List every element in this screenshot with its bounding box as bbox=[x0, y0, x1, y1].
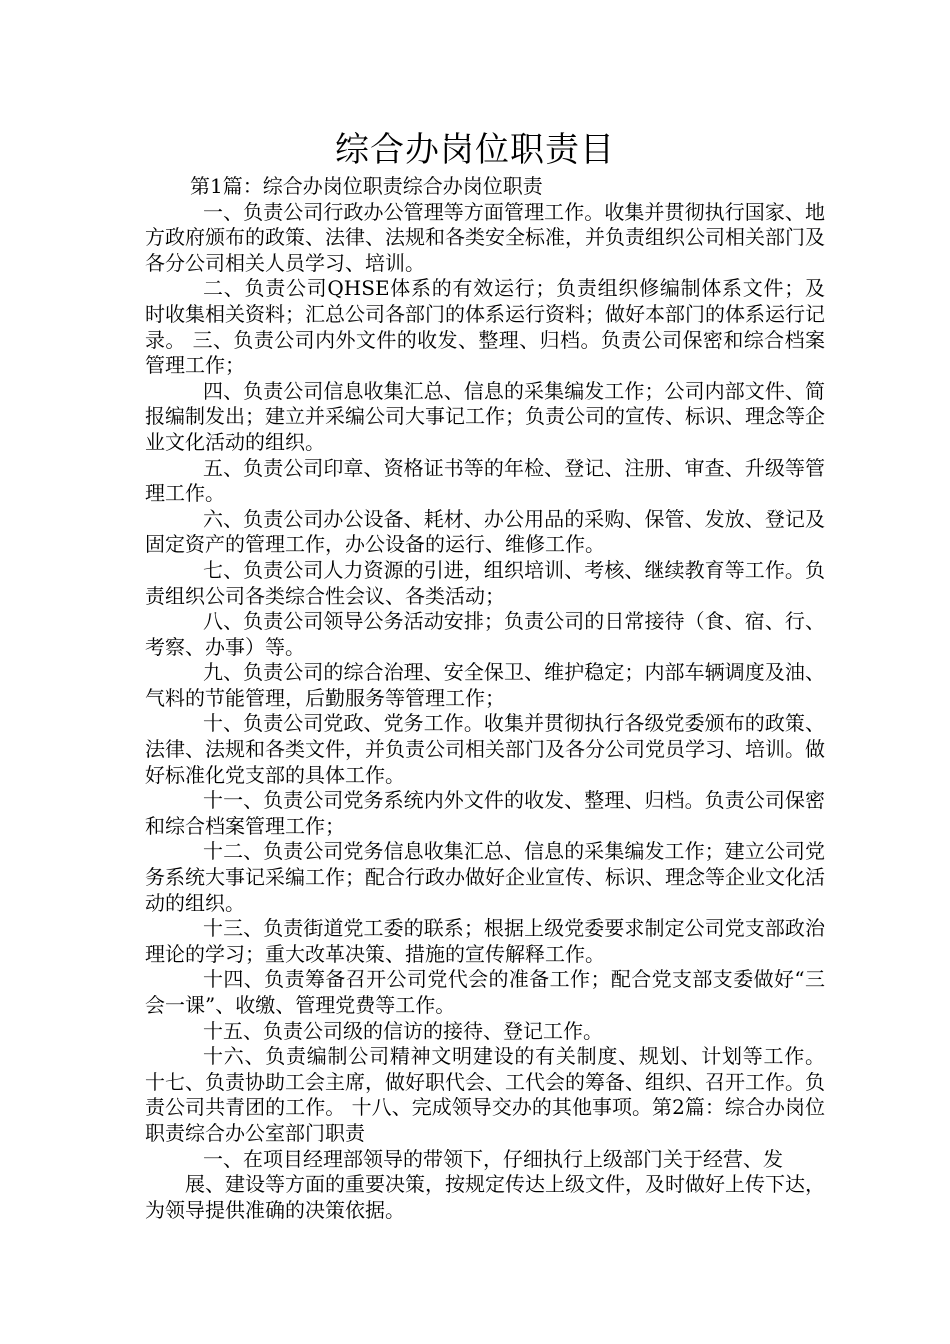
paragraph: 四、负责公司信息收集汇总、信息的采集编发工作；公司内部文件、简报编制发出；建立并采编公司大事记工作；负责公司的宣传、标识、理念等企业文化活动的组织。 bbox=[145, 378, 825, 454]
paragraph: 六、负责公司办公设备、耗材、办公用品的采购、保管、发放、登记及固定资产的管理工作，办公设备的运行、维修工作。 bbox=[145, 506, 825, 557]
paragraph: 八、负责公司领导公务活动安排；负责公司的日常接待（食、宿、行、考察、办事）等。 bbox=[145, 609, 825, 659]
document-body bbox=[145, 174, 825, 1223]
paragraph: 十三、负责街道党工委的联系；根据上级党委要求制定公司党支部政治理论的学习；重大改革决策、措施的宣传解释工作。 bbox=[145, 916, 825, 966]
section-heading: 第1篇：综合办岗位职责综合办岗位职责 bbox=[190, 174, 543, 198]
paragraph: 十五、负责公司级的信访的接待、登记工作。 bbox=[203, 1018, 603, 1043]
paragraph: 展、建设等方面的重要决策，按规定传达上级文件，及时做好上传下达，为领导提供准确的决策依据。 bbox=[145, 1172, 825, 1222]
document-title: 综合办岗位职责目 bbox=[335, 130, 615, 170]
paragraph: 二、负责公司QHSE体系的有效运行；负责组织修编制体系文件；及时收集相关资料；汇总公司各部门的体系运行资料；做好本部门的体系运行记录。 三、负责公司内外文件的收发、整理、归档。负责公司保密和综合档案管理工作； bbox=[145, 276, 825, 378]
paragraph: 九、负责公司的综合治理、安全保卫、维护稳定；内部车辆调度及油、气料的节能管理，后勤服务等管理工作； bbox=[145, 660, 825, 710]
paragraph: 七、负责公司人力资源的引进，组织培训、考核、继续教育等工作。负责组织公司各类综合性会议、各类活动； bbox=[145, 557, 825, 608]
paragraph: 十、负责公司党政、党务工作。收集并贯彻执行各级党委颁布的政策、法律、法规和各类文件，并负责公司相关部门及各分公司党员学习、培训。做好标准化党支部的具体工作。 bbox=[145, 711, 825, 787]
paragraph: 十四、负责筹备召开公司党代会的准备工作；配合党支部支委做好“三会一课”、收缴、管理党费等工作。 bbox=[145, 967, 825, 1017]
paragraph: 一、在项目经理部领导的带领下，仔细执行上级部门关于经营、发 bbox=[203, 1146, 783, 1171]
paragraph: 十六、负责编制公司精神文明建设的有关制度、规划、计划等工作。 十七、负责协助工会主席，做好职代会、工代会的筹备、组织、召开工作。负责公司共青团的工作。 十八、完成领导交办的其他事项。第2篇：综合办岗位职责综合办公室部门职责 bbox=[145, 1044, 825, 1145]
paragraph: 五、负责公司印章、资格证书等的年检、登记、注册、审查、升级等管理工作。 bbox=[145, 455, 825, 506]
paragraph: 十一、负责公司党务系统内外文件的收发、整理、归档。负责公司保密和综合档案管理工作； bbox=[145, 788, 825, 838]
paragraph: 十二、负责公司党务信息收集汇总、信息的采集编发工作；建立公司党务系统大事记采编工作；配合行政办做好企业宣传、标识、理念等企业文化活动的组织。 bbox=[145, 839, 825, 915]
paragraph: 一、负责公司行政办公管理等方面管理工作。收集并贯彻执行国家、地方政府颁布的政策、法律、法规和各类安全标准，并负责组织公司相关部门及各分公司相关人员学习、培训。 bbox=[145, 199, 825, 275]
